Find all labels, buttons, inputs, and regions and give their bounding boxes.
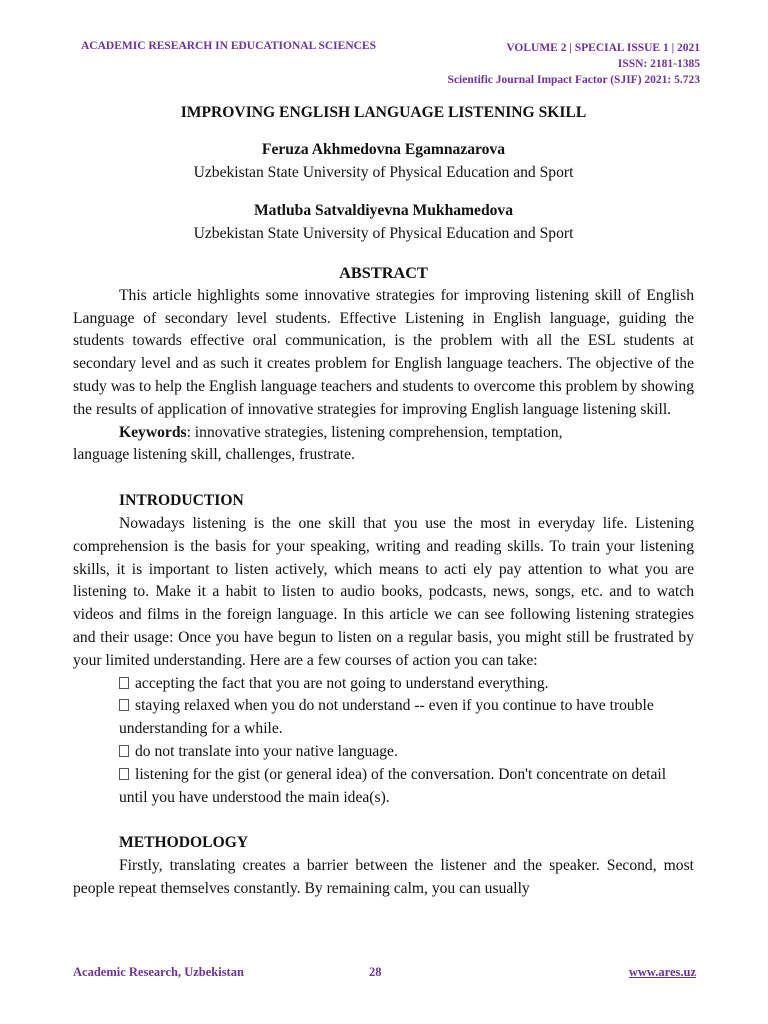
- author-affiliation: Uzbekistan State University of Physical Education and Sport: [193, 163, 574, 181]
- list-item: [119, 741, 694, 764]
- list-item-text: accepting the fact that you are not going to understand everything.: [135, 674, 549, 692]
- journal-meta: [448, 40, 700, 88]
- author-name: Feruza Akhmedovna Egamnazarova: [261, 140, 506, 158]
- volume-info: VOLUME 2 | SPECIAL ISSUE 1 | 2021: [506, 42, 700, 54]
- impact-factor: Scientific Journal Impact Factor (SJIF) 2021: 5.723: [447, 74, 700, 86]
- paper-body: [73, 102, 694, 901]
- methodology-text: Firstly, translating creates a barrier between the listener and the speaker. Second, most people repeat themselves constantly. By remaining calm, you can usually: [73, 857, 694, 897]
- abstract-heading: ABSTRACT: [339, 262, 428, 282]
- issn: ISSN: 2181-1385: [617, 58, 700, 70]
- paper-title: IMPROVING ENGLISH LANGUAGE LISTENING SKILL: [180, 104, 587, 121]
- bullet-box-icon: [119, 768, 129, 780]
- list-item-text: staying relaxed when you do not understand -- even if you continue to have trouble understanding for a while.: [119, 697, 654, 738]
- bullet-box-icon: [119, 677, 129, 689]
- list-item-text: listening for the gist (or general idea) of the conversation. Don't concentrate on detail until you have understood the main idea(s).: [119, 765, 667, 806]
- website-link[interactable]: www.ares.uz: [628, 965, 696, 979]
- bullet-box-icon: [119, 745, 129, 757]
- abstract-text: This article highlights some innovative strategies for improving listening skill of English Language of secondary level students. Effective Listening in English language, guiding the students towards effective oral communication, is the problem with all the ESL students at secondary level and as such it creates problem for English language teachers. The objective of the study was to help the English language teachers and students to overcome this problem by showing the results of application of innovative strategies for improving English language listening skill.: [73, 286, 694, 418]
- author-affiliation: Uzbekistan State University of Physical Education and Sport: [193, 225, 574, 243]
- keywords: [73, 422, 694, 445]
- strategy-list: [119, 673, 694, 810]
- introduction-heading: INTRODUCTION: [119, 492, 244, 510]
- bullet-box-icon: [119, 699, 129, 711]
- footer-publisher: Academic Research, Uzbekistan: [73, 965, 244, 979]
- journal-name: ACADEMIC RESEARCH IN EDUCATIONAL SCIENCES: [81, 40, 377, 52]
- keywords-list-continued: language listening skill, challenges, frustrate.: [73, 446, 355, 464]
- keywords-list: : innovative strategies, listening comprehension, temptation,: [186, 423, 563, 441]
- author-name: Matluba Satvaldiyevna Mukhamedova: [253, 202, 514, 220]
- introduction-text: Nowadays listening is the one skill that you use the most in everyday life. Listening comprehension is the basis for your speaking, writing and reading skills. To train your listening skills, it is important to listen actively, which means to acti ely pay attention to what you are listening to. Make it a habit to listen to audio books, podcasts, news, songs, etc. and to watch videos and films in the foreign language. In this article we can see following listening strategies and their usage: Once you have begun to listen on a regular basis, you might still be frustrated by your limited understanding. Here are a few courses of action you can take:: [73, 514, 694, 669]
- list-item-text: do not translate into your native language.: [135, 742, 398, 760]
- list-item: [119, 695, 694, 741]
- methodology-heading: METHODOLOGY: [119, 834, 249, 852]
- page-number: 28: [369, 965, 382, 979]
- list-item: [119, 673, 694, 696]
- list-item: [119, 764, 694, 810]
- keywords-label: Keywords: [119, 423, 187, 441]
